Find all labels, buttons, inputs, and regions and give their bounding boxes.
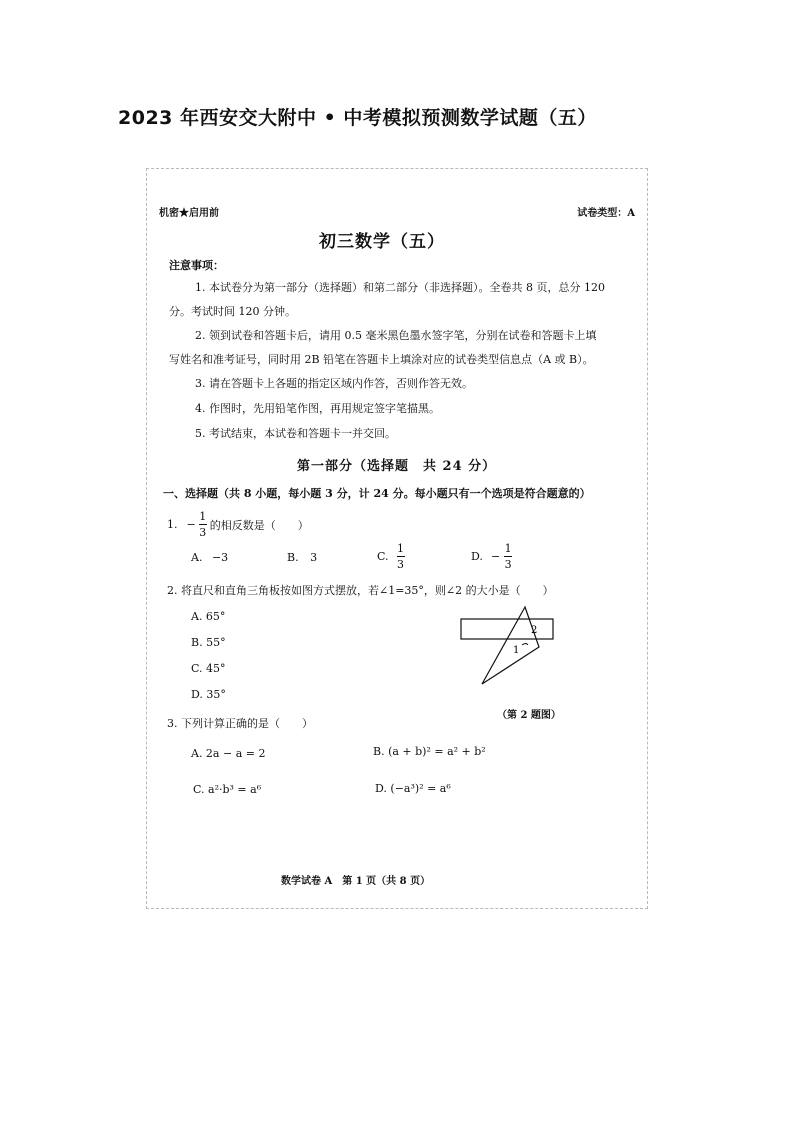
q3-option-a: A. 2a − a = 2 [191, 747, 266, 760]
question-1-stem-tail: 的相反数是（ ） [209, 518, 309, 532]
fraction-one-third [504, 543, 512, 570]
ruler-shape [461, 619, 553, 639]
notice-item-1-line-1: 1. 本试卷分为第一部分（选择题）和第二部分（非选择题）。全卷共 8 页，总分 120 [195, 281, 605, 294]
fraction-bar [199, 524, 207, 525]
minus-sign: − [186, 518, 196, 531]
fraction-numerator: 1 [504, 542, 512, 555]
q1-option-c [377, 543, 405, 570]
confidential-label: 机密★启用前 [159, 208, 219, 219]
q2-option-c: C. 45° [191, 662, 226, 675]
option-label: C. [377, 550, 389, 563]
q2-option-b: B. 55° [191, 636, 226, 649]
part1-title: 第一部分（选择题 共 24 分） [297, 459, 497, 474]
option-value: −3 [211, 551, 229, 564]
question-3-stem: 3. 下列计算正确的是（ ） [167, 717, 313, 730]
angle-1-label: 1 [513, 645, 520, 656]
notice-item-2-line-1: 2. 领到试卷和答题卡后，请用 0.5 毫米黑色墨水签字笔，分别在试卷和答题卡上填 [195, 329, 597, 342]
section1-instruction: 一、选择题（共 8 小题，每小题 3 分，计 24 分。每小题只有一个选项是符合题意的） [163, 487, 591, 500]
option-label: B. [287, 551, 299, 564]
scanned-exam-page [146, 168, 648, 909]
fraction-denominator: 3 [397, 558, 405, 571]
fraction-one-third [397, 543, 405, 570]
page-footer: 数学试卷 A 第 1 页（共 8 页） [281, 876, 431, 887]
fraction-denominator: 3 [199, 526, 207, 539]
q2-option-d: D. 35° [191, 688, 226, 701]
q1-option-a [191, 551, 228, 564]
fraction-numerator: 1 [397, 542, 405, 555]
question-2-stem: 2. 将直尺和直角三角板按如图方式摆放，若∠1=35°，则∠2 的大小是（ ） [167, 584, 554, 597]
notice-item-5: 5. 考试结束，本试卷和答题卡一并交回。 [195, 427, 396, 440]
question-1-stem [167, 511, 309, 538]
fraction-denominator: 3 [504, 558, 512, 571]
fraction-bar [504, 556, 512, 557]
notice-item-4: 4. 作图时，先用铅笔作图，再用规定签字笔描黑。 [195, 402, 440, 415]
paper-type-label: 试卷类型：A [577, 208, 635, 219]
q1-option-d [471, 543, 512, 570]
q3-option-d: D. (−a³)² = a⁶ [375, 782, 451, 795]
page-title: 2023 年西安交大附中 • 中考模拟预测数学试题（五） [118, 107, 597, 129]
notice-item-3: 3. 请在答题卡上各题的指定区域内作答，否则作答无效。 [195, 377, 473, 390]
q2-option-a: A. 65° [191, 610, 226, 623]
option-label: A. [191, 551, 203, 564]
notice-item-2-line-2: 写姓名和准考证号，同时用 2B 铅笔在答题卡上填涂对应的试卷类型信息点（A 或 B）。 [169, 353, 594, 366]
fraction-bar [397, 556, 405, 557]
ruler-and-triangle-figure [447, 599, 567, 691]
fraction-numerator: 1 [199, 510, 207, 523]
angle-1-arc [522, 644, 528, 646]
fraction-one-third [199, 511, 207, 538]
notice-heading: 注意事项： [169, 259, 224, 272]
notice-item-1-line-2: 分。考试时间 120 分钟。 [169, 305, 296, 318]
option-value: 3 [310, 551, 318, 564]
q3-option-b: B. (a + b)² = a² + b² [373, 745, 486, 758]
exam-title: 初三数学（五） [319, 232, 445, 252]
q1-option-b [287, 551, 317, 564]
figure-caption: （第 2 题图） [497, 710, 561, 721]
minus-sign: − [490, 550, 501, 563]
angle-2-label: 2 [531, 625, 538, 636]
question-1-number: 1. [167, 518, 178, 531]
option-label: D. [471, 550, 483, 563]
q3-option-c: C. a²·b³ = a⁶ [193, 783, 262, 796]
